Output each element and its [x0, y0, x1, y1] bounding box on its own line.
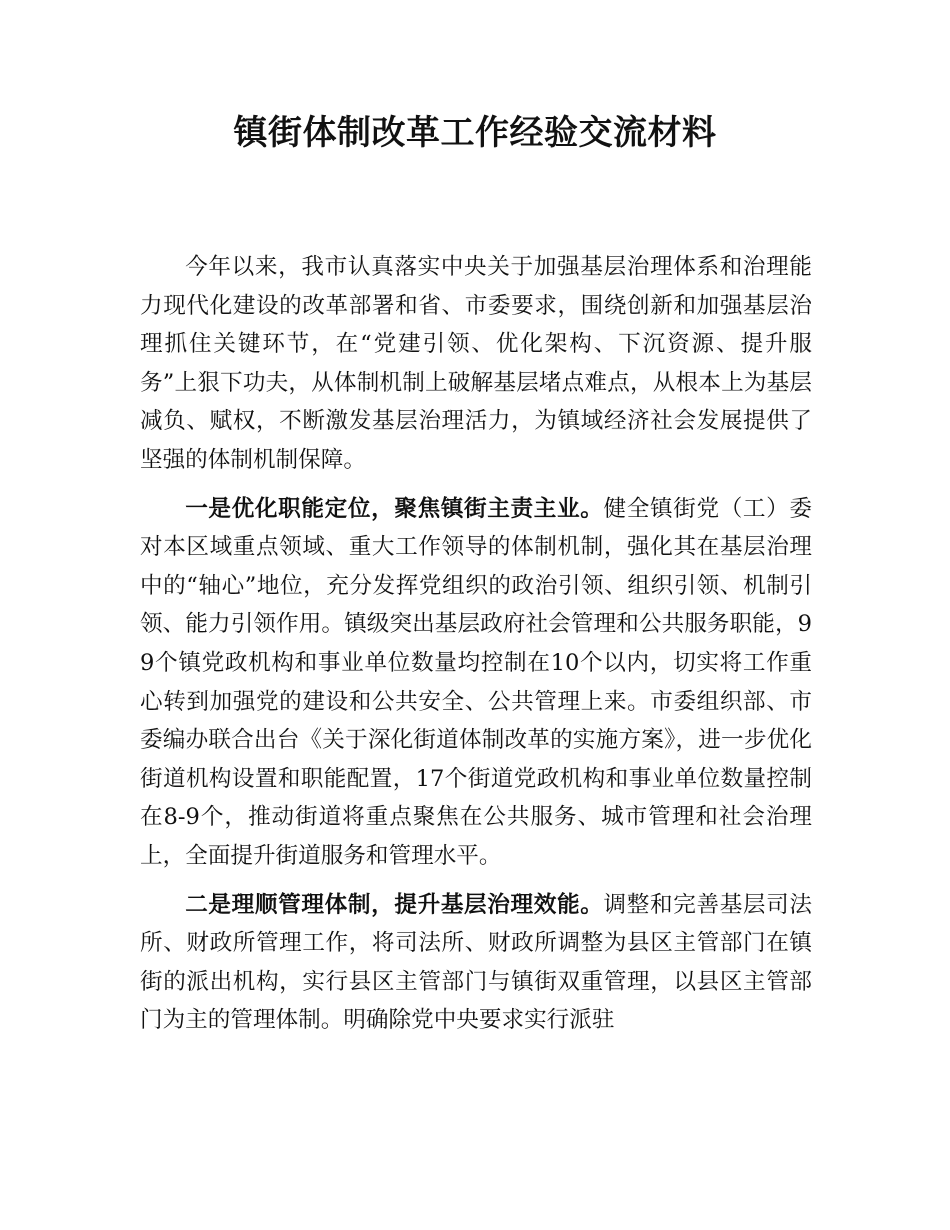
paragraph-intro: [140, 248, 812, 480]
paragraph-point-one: [140, 490, 812, 876]
document-body: [140, 248, 812, 1050]
paragraph-lead: 二是理顺管理体制，提升基层治理效能。: [185, 891, 604, 918]
document-title: 镇街体制改革工作经验交流材料: [233, 113, 717, 153]
paragraph-text: 今年以来，我市认真落实中央关于加强基层治理体系和治理能力现代化建设的改革部署和省、市委要求，围绕创新和加强基层治理抓住关键环节，在“党建引领、优化架构、下沉资源、提升服务”上狠下功夫，从体制机制上破解基层堵点难点，从根本上为基层减负、赋权，不断激发基层治理活力，为镇域经济社会发展提供了坚强的体制机制保障。: [140, 254, 812, 473]
paragraph-text: 调整和完善基层司法所、财政所管理工作，将司法所、财政所调整为县区主管部门在镇街的派出机构，实行县区主管部门与镇街双重管理，以县区主管部门为主的管理体制。明确除党中央要求实行派驻: [140, 891, 813, 1034]
paragraph-lead: 一是优化职能定位，聚焦镇街主责主业。: [185, 495, 604, 522]
paragraph-point-two: [140, 886, 812, 1040]
paragraph-text: 健全镇街党（工）委对本区域重点领域、重大工作领导的体制机制，强化其在基层治理中的“轴心”地位，充分发挥党组织的政治引领、组织引领、机制引领、能力引领作用。镇级突出基层政府社会管理和公共服务职能，99个镇党政机构和事业单位数量均控制在10个以内，切实将工作重心转到加强党的建设和公共安全、公共管理上来。市委组织部、市委编办联合出台《关于深化街道体制改革的实施方案》，进一步优化街道机构设置和职能配置，17个街道党政机构和事业单位数量控制在8-9个，推动街道将重点聚焦在公共服务、城市管理和社会治理上，全面提升街道服务和管理水平。: [140, 495, 813, 869]
